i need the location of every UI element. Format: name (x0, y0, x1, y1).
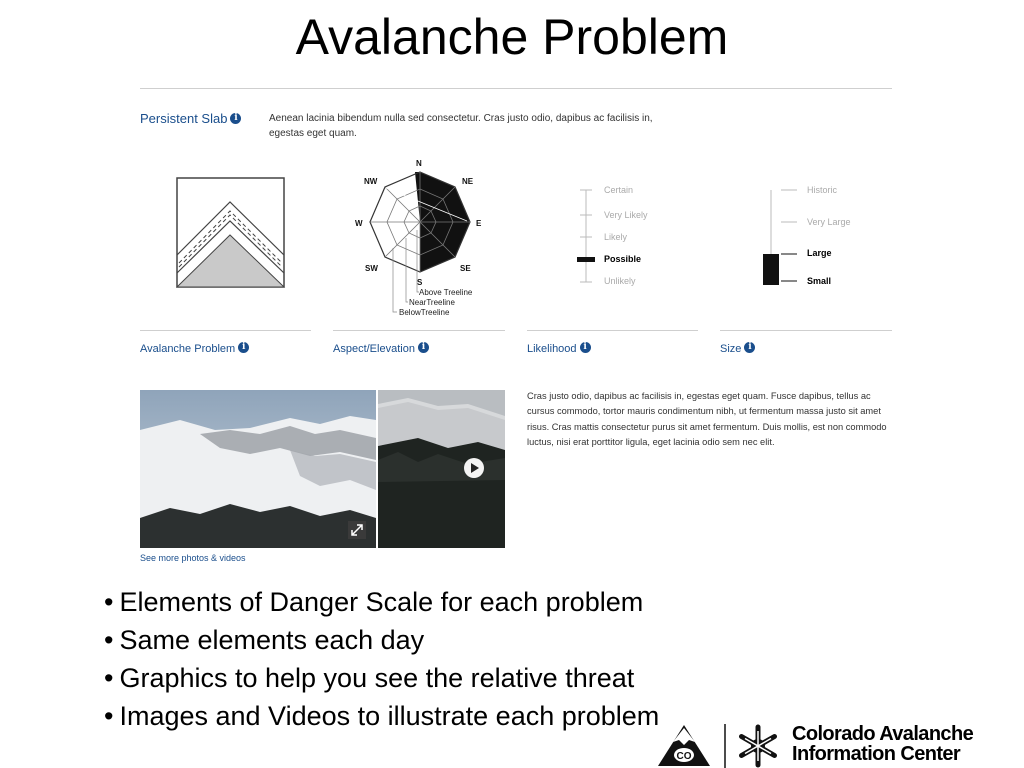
aspect-label-w: W (355, 219, 363, 228)
likelihood-level-very-likely: Very Likely (604, 210, 648, 220)
bullet-list (104, 583, 804, 735)
likelihood-level-certain: Certain (604, 185, 634, 195)
info-icon[interactable]: i (580, 342, 591, 353)
section-aspect-elevation (333, 342, 429, 355)
aspect-label-s: S (417, 278, 423, 287)
problem-name (140, 111, 241, 126)
bullet-text: Images and Videos to illustrate each problem (119, 701, 660, 731)
bullet-item: • Elements of Danger Scale for each problem (104, 587, 644, 617)
likelihood-level-unlikely: Unlikely (604, 276, 636, 286)
aspect-label-e: E (476, 219, 482, 228)
problem-description: Aenean lacinia bibendum nulla sed consectetur. Cras justo odio, dapibus ac facilisis in, egestas eget quam. (269, 113, 653, 139)
section-divider (140, 330, 311, 331)
logo-badge-text: CO (676, 751, 692, 762)
bullet-text: Same elements each day (119, 625, 425, 655)
info-icon[interactable]: i (744, 342, 755, 353)
bullet-item: • Same elements each day (104, 625, 425, 655)
size-level-small: Small (807, 276, 832, 286)
section-avalanche-problem (140, 342, 249, 355)
elevation-label-below-treeline: BelowTreeline (399, 308, 450, 317)
size-level-historic: Historic (807, 185, 838, 195)
elevation-label-near-treeline: NearTreeline (409, 298, 455, 307)
bullet-item: • Images and Videos to illustrate each problem (104, 701, 660, 731)
section-divider (527, 330, 698, 331)
slide-title: Avalanche Problem (295, 9, 729, 65)
size-scale (755, 185, 805, 290)
info-icon[interactable]: i (238, 342, 249, 353)
aspect-label-n: N (416, 159, 422, 168)
organization-name (792, 724, 973, 764)
caic-logo (655, 722, 790, 768)
size-level-very-large: Very Large (807, 217, 851, 227)
section-size (720, 342, 755, 355)
persistent-slab-icon (176, 177, 286, 289)
section-size-label: Size (720, 343, 742, 355)
section-likelihood-label: Likelihood (527, 343, 577, 355)
likelihood-selected-marker (577, 257, 595, 262)
avalanche-video-thumbnail[interactable] (378, 390, 505, 548)
see-more-photos-link[interactable]: See more photos & videos (140, 553, 246, 563)
aspect-label-nw: NW (364, 177, 378, 186)
size-selected-range (763, 254, 779, 285)
likelihood-level-likely: Likely (604, 232, 628, 242)
elevation-label-above-treeline: Above Treeline (419, 288, 473, 297)
info-icon[interactable]: i (418, 342, 429, 353)
aspect-label-se: SE (460, 264, 471, 273)
likelihood-scale (570, 185, 600, 290)
section-likelihood (527, 342, 591, 355)
organization-name-line-1: Colorado Avalanche (792, 723, 974, 745)
avalanche-photo[interactable] (140, 390, 376, 548)
section-divider (333, 330, 505, 331)
snowflake-icon (742, 727, 775, 765)
likelihood-level-possible: Possible (604, 254, 642, 264)
bullet-text: Elements of Danger Scale for each problem (119, 587, 644, 617)
top-divider (140, 88, 892, 89)
section-divider (720, 330, 892, 331)
aspect-label-ne: NE (462, 177, 474, 186)
info-icon[interactable]: i (230, 113, 241, 124)
section-avalanche-problem-label: Avalanche Problem (140, 343, 236, 355)
aspect-label-sw: SW (365, 264, 378, 273)
section-aspect-elevation-label: Aspect/Elevation (333, 343, 415, 355)
organization-name-line-2: Information Center (792, 743, 961, 765)
size-level-large: Large (807, 248, 832, 258)
bullet-item: • Graphics to help you see the relative threat (104, 663, 635, 693)
problem-name-label: Persistent Slab (140, 111, 228, 126)
problem-detail-text: Cras justo odio, dapibus ac facilisis in, egestas eget quam. Fusce dapibus, tellus ac cursus commodo, tortor mauris condimentum nibh, ut fermentum massa justo sit amet risus. Cras mattis consectetur purus sit amet fermentum. Duis mollis, est non commodo luctus, nisi erat porttitor ligula, eget lacinia odio sem nec elit. (527, 391, 887, 448)
bullet-text: Graphics to help you see the relative threat (119, 663, 635, 693)
